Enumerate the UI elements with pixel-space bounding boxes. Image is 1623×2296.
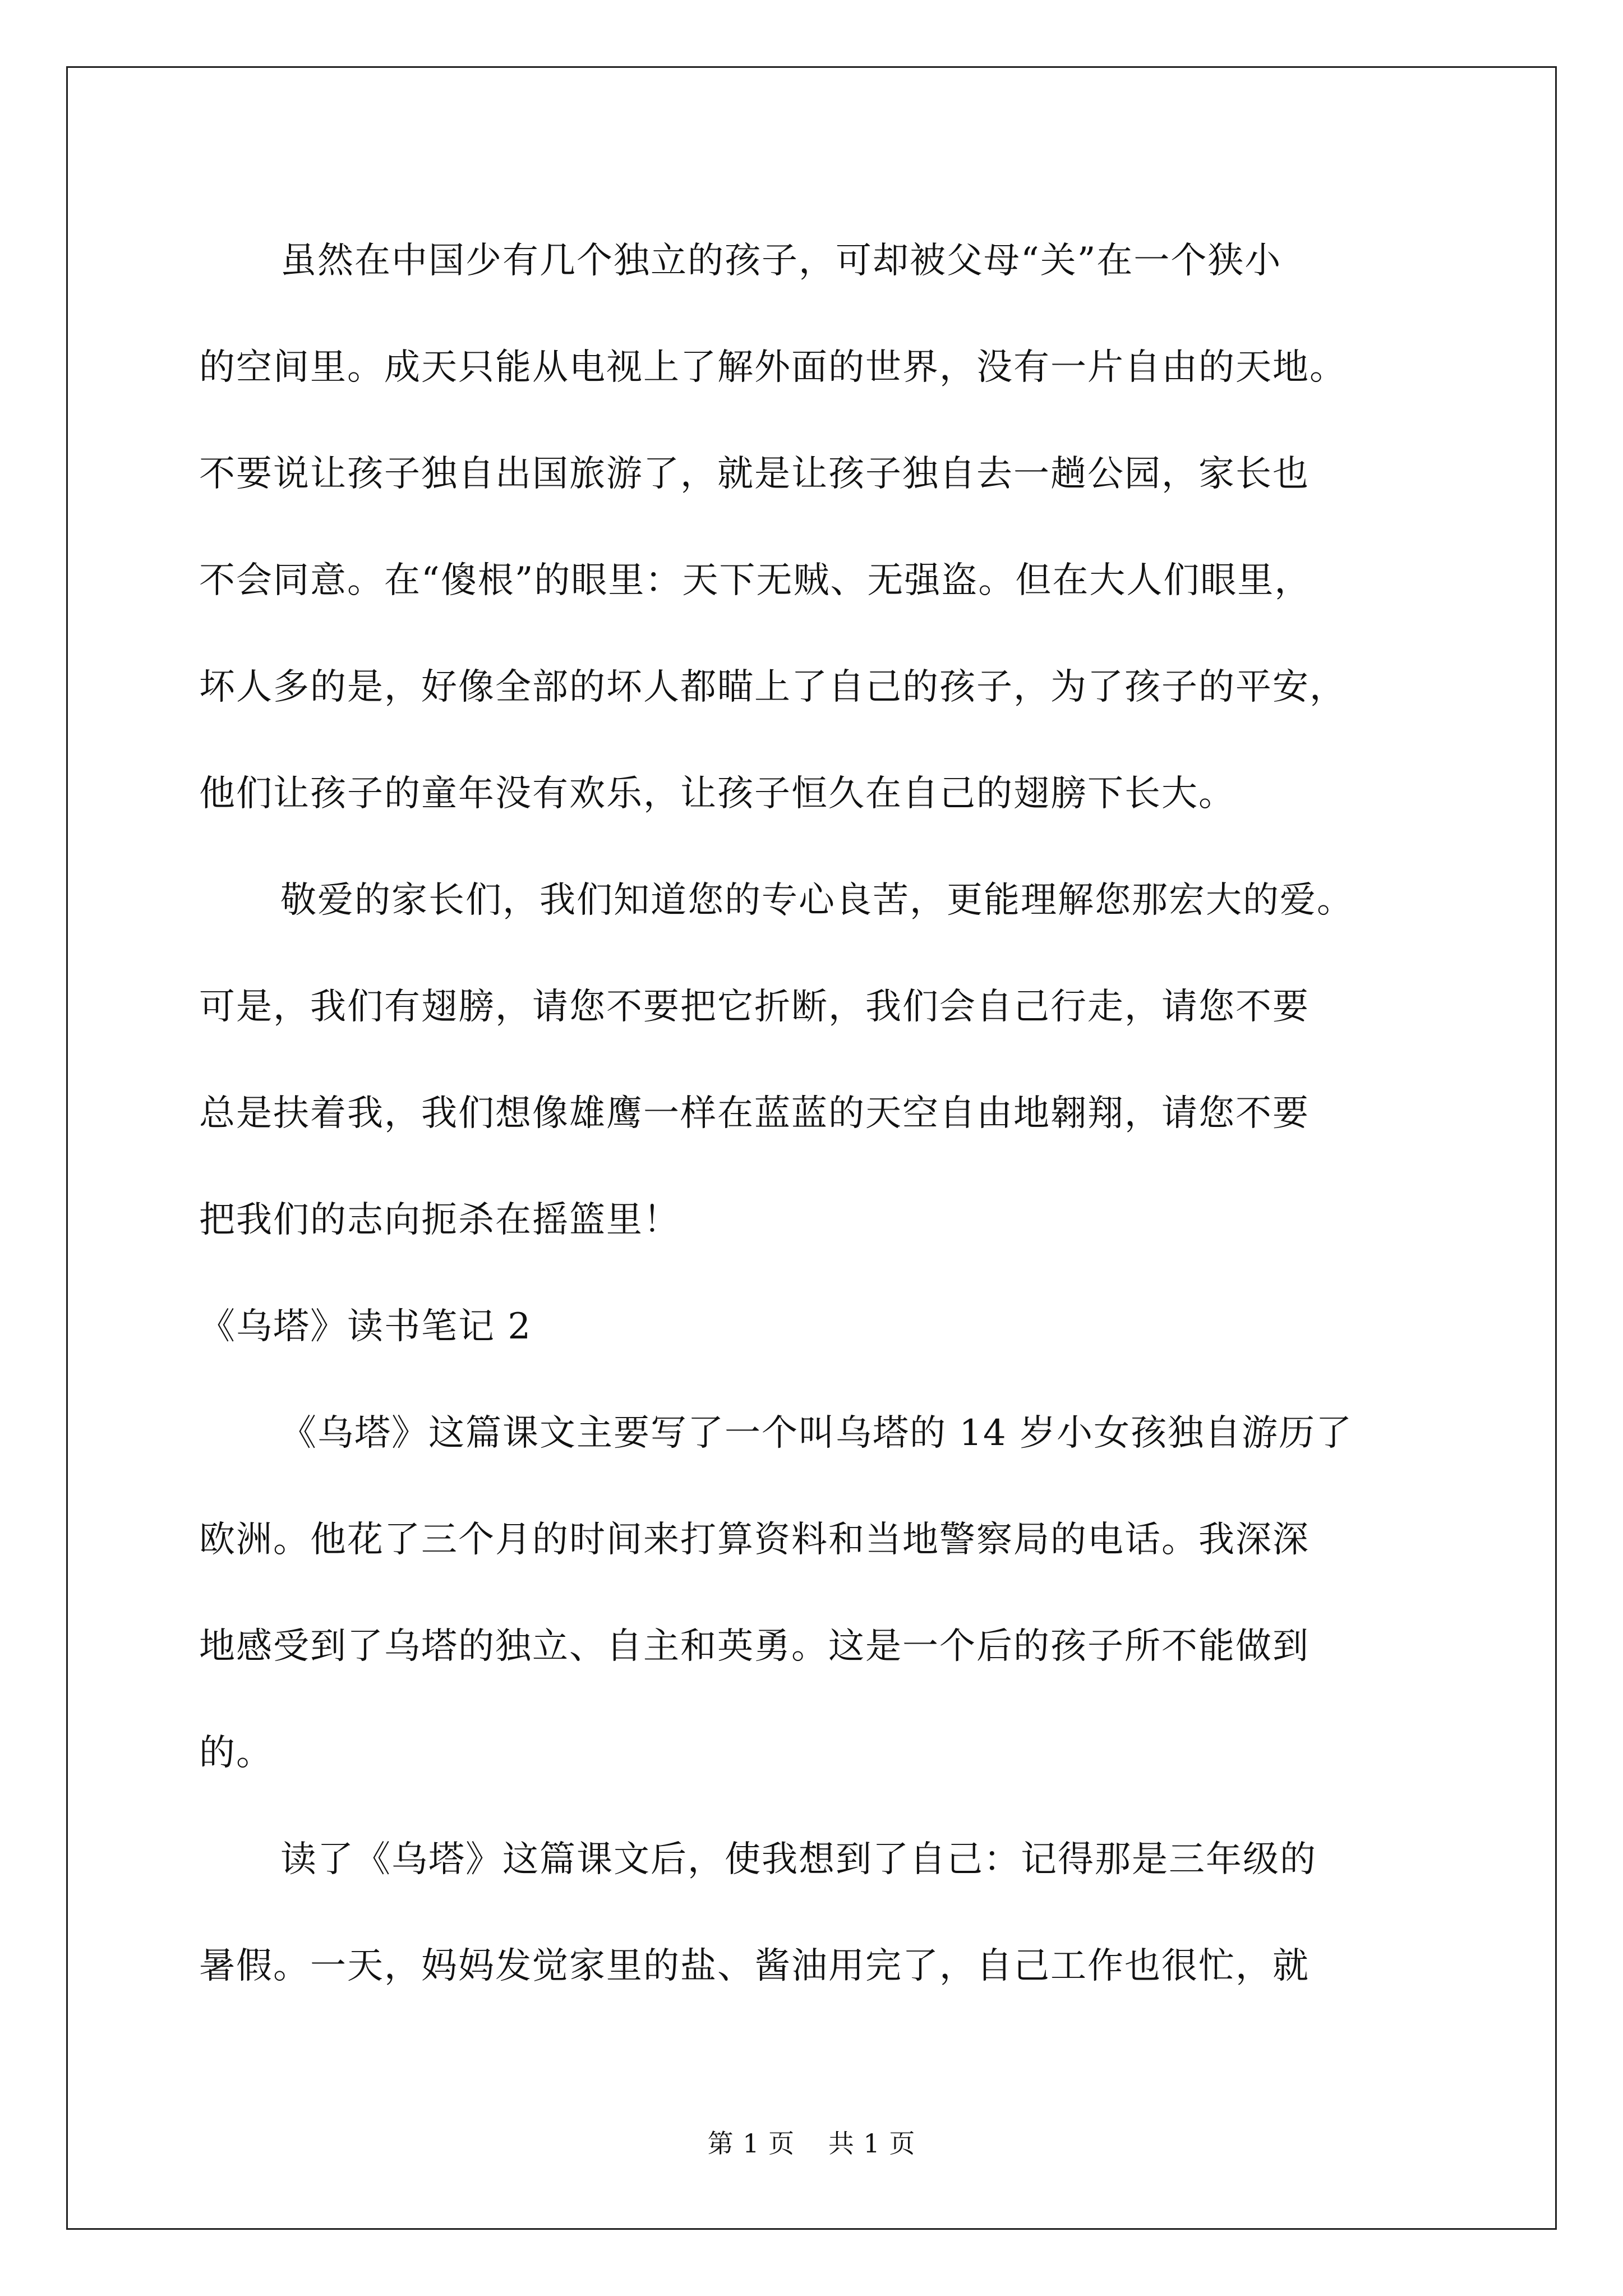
page-footer [0,2123,1623,2160]
text-line: 总是扶着我，我们想像雄鹰一样在蓝蓝的天空自由地翱翔，请您不要 [199,1093,1310,1134]
page-total: 共 1 页 [828,2128,916,2159]
text-line: 不会同意。在“傻根”的眼里：天下无贼、无强盗。但在大人们眼里， [199,560,1312,601]
paragraph [199,847,1433,1273]
text-line: 可是，我们有翅膀，请您不要把它折断，我们会自己行走，请您不要 [199,986,1310,1028]
text-line: 虽然在中国少有几个独立的孩子，可却被父母“关”在一个狭小 [280,240,1282,282]
paragraph [199,208,1433,847]
text-line: 不要说让孩子独自出国旅游了，就是让孩子独自去一趟公园，家长也 [199,453,1310,495]
section-heading: 《乌塔》读书笔记 2 [199,1306,532,1347]
text-line: 暑假。一天，妈妈发觉家里的盐、酱油用完了，自己工作也很忙，就 [199,1945,1310,1987]
text-line: 的。 [199,1732,273,1774]
text-line: 把我们的志向扼杀在摇篮里！ [199,1199,680,1241]
text-line: 的空间里。成天只能从电视上了解外面的世界，没有一片自由的天地。 [199,347,1347,388]
text-line: 《乌塔》这篇课文主要写了一个叫乌塔的 14 岁小女孩独自游历了 [280,1412,1353,1454]
text-line: 坏人多的是，好像全部的坏人都瞄上了自己的孩子，为了孩子的平安， [199,666,1347,708]
text-line: 敬爱的家长们，我们知道您的专心良苦，更能理解您那宏大的爱。 [280,880,1354,921]
text-line: 欧洲。他花了三个月的时间来打算资料和当地警察局的电话。我深深 [199,1519,1310,1561]
paragraph [199,1380,1433,1806]
text-line: 他们让孩子的童年没有欢乐，让孩子恒久在自己的翅膀下长大。 [199,773,1235,815]
document-body [199,208,1433,2019]
paragraph [199,1806,1433,2019]
text-line: 地感受到了乌塔的独立、自主和英勇。这是一个后的孩子所不能做到 [199,1626,1310,1667]
page-number: 第 1 页 [707,2128,795,2159]
text-line: 读了《乌塔》这篇课文后，使我想到了自己：记得那是三年级的 [280,1839,1317,1880]
